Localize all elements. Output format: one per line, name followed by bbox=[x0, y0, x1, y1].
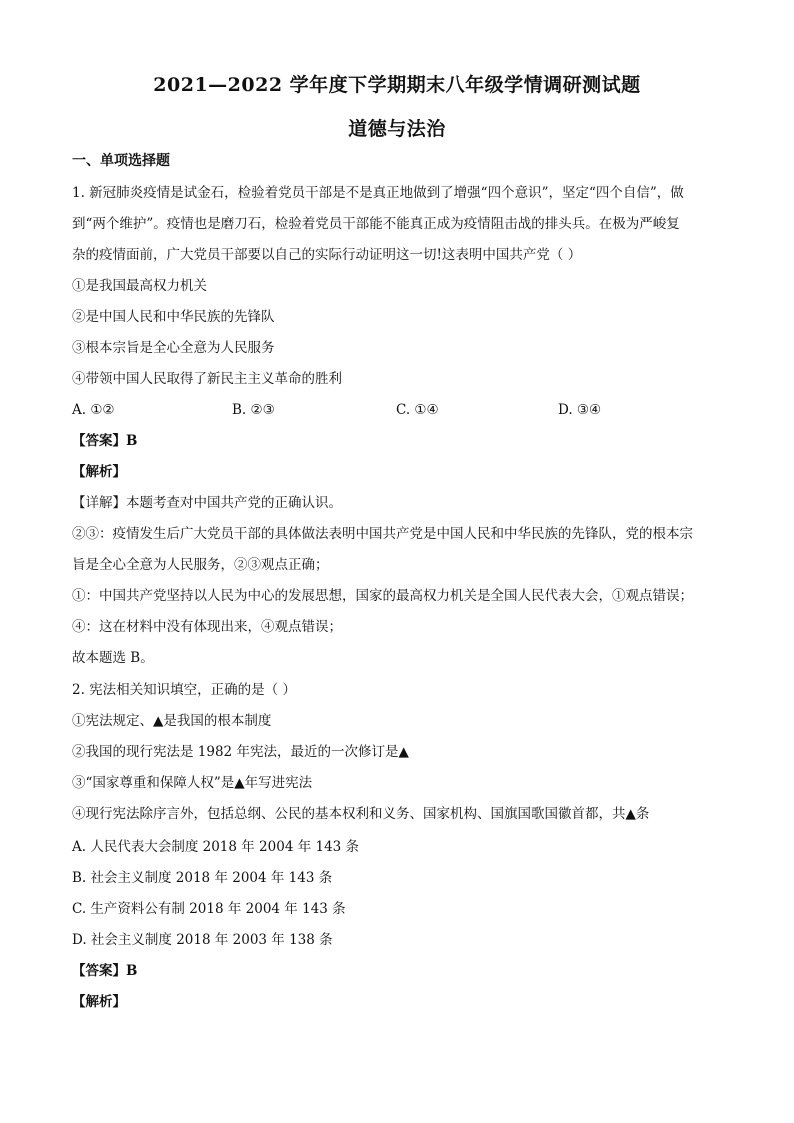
q2-option-d: D. 社会主义制度 2018 年 2003 年 138 条 bbox=[72, 932, 333, 948]
page-subtitle: 道德与法治 bbox=[348, 118, 446, 140]
q1-explanation-line-3: ①：中国共产党坚持以人民为中心的发展思想，国家的最高权力机关是全国人民代表大会，①观点错误； bbox=[72, 588, 693, 604]
q2-item-3: ③“国家尊重和保障人权”是▲年写进宪法 bbox=[72, 775, 313, 791]
q2-item-1: ①宪法规定、▲是我国的根本制度 bbox=[72, 713, 272, 729]
q1-item-1: ①是我国最高权力机关 bbox=[72, 278, 207, 294]
q1-option-c: C. ①④ bbox=[396, 402, 439, 418]
q1-option-b: B. ②③ bbox=[232, 402, 275, 418]
q2-answer: 【答案】B bbox=[72, 963, 138, 979]
q2-stem: 2. 宪法相关知识填空，正确的是（ ） bbox=[72, 682, 296, 698]
q1-answer: 【答案】B bbox=[72, 433, 138, 449]
q1-stem-line-2: 到“两个维护”。疫情也是磨刀石，检验着党员干部能不能真正成为疫情阻击战的排头兵。在极为严峻复 bbox=[72, 216, 680, 232]
q1-item-4: ④带领中国人民取得了新民主主义革命的胜利 bbox=[72, 371, 342, 387]
q1-explanation-line-1: ②③：疫情发生后广大党员干部的具体做法表明中国共产党是中国人民和中华民族的先锋队，党的根本宗 bbox=[72, 526, 693, 542]
q1-option-d: D. ③④ bbox=[558, 402, 602, 418]
q1-option-a: A. ①② bbox=[72, 402, 115, 418]
q2-option-c: C. 生产资料公有制 2018 年 2004 年 143 条 bbox=[72, 901, 346, 917]
q1-item-3: ③根本宗旨是全心全意为人民服务 bbox=[72, 340, 275, 356]
page-title: 2021—2022 学年度下学期期末八年级学情调研测试题 bbox=[153, 74, 641, 96]
q1-explanation-line-4: ④：这在材料中没有体现出来，④观点错误； bbox=[72, 619, 342, 635]
q2-item-4: ④现行宪法除序言外，包括总纲、公民的基本权利和义务、国家机构、国旗国歌国徽首都，共▲条 bbox=[72, 806, 650, 822]
q1-stem-line-1: 1. 新冠肺炎疫情是试金石，检验着党员干部是不是真正地做到了增强“四个意识”，坚定“四个自信”，做 bbox=[72, 185, 684, 201]
q1-conclusion: 故本题选 B。 bbox=[72, 650, 154, 666]
q2-item-2: ②我国的现行宪法是 1982 年宪法，最近的一次修订是▲ bbox=[72, 744, 409, 760]
q1-analysis-label: 【解析】 bbox=[72, 464, 126, 480]
q1-stem-line-3: 杂的疫情面前，广大党员干部要以自己的实际行动证明这一切!这表明中国共产党（ ） bbox=[72, 247, 582, 263]
q1-detail: 【详解】本题考查对中国共产党的正确认识。 bbox=[72, 495, 342, 511]
q2-option-a: A. 人民代表大会制度 2018 年 2004 年 143 条 bbox=[72, 839, 360, 855]
q1-explanation-line-2: 旨是全心全意为人民服务，②③观点正确； bbox=[72, 557, 329, 573]
q2-option-b: B. 社会主义制度 2018 年 2004 年 143 条 bbox=[72, 870, 333, 886]
q2-analysis-label: 【解析】 bbox=[72, 994, 126, 1010]
q1-item-2: ②是中国人民和中华民族的先锋队 bbox=[72, 309, 275, 325]
section-heading: 一、单项选择题 bbox=[72, 153, 170, 169]
